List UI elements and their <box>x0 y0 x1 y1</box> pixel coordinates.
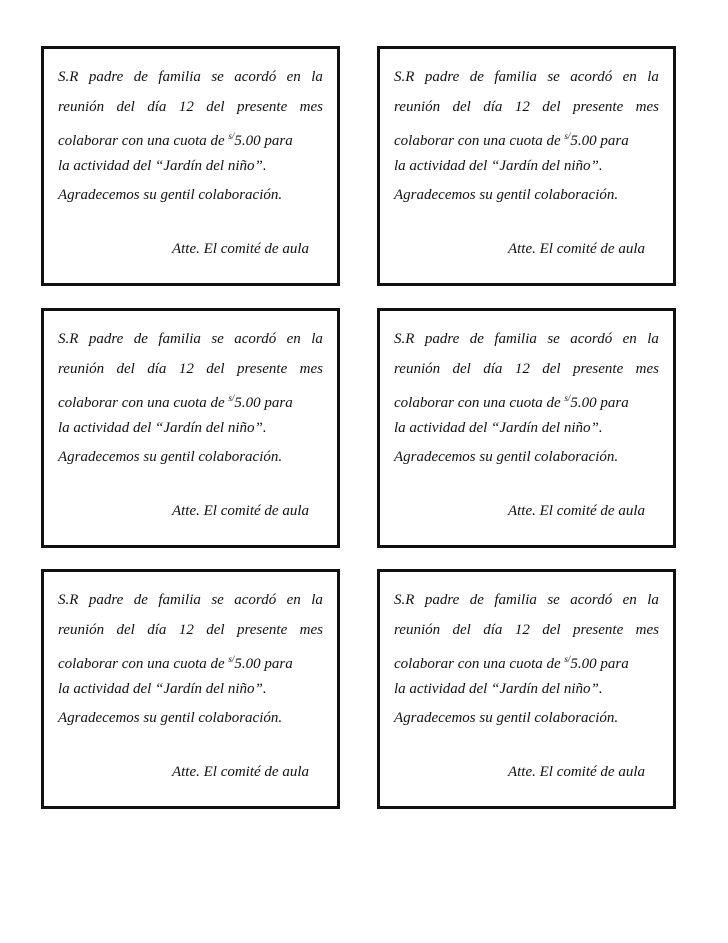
word: presente <box>572 621 624 638</box>
word: acordó <box>234 69 277 85</box>
line-3 <box>58 645 323 675</box>
word: padre <box>88 592 124 608</box>
line-3-before: colaborar con una cuota de <box>394 133 561 150</box>
word: S.R <box>394 331 415 347</box>
line-3-before: colaborar con una cuota de <box>58 656 225 673</box>
word: S.R <box>394 69 415 85</box>
word: se <box>211 69 224 85</box>
word: S.R <box>58 331 79 347</box>
line-4: la actividad del “Jardín del niño”. <box>394 157 603 174</box>
word: de <box>133 331 148 347</box>
word: familia <box>158 69 201 85</box>
line-2 <box>394 616 659 646</box>
note-card-2 <box>377 46 676 286</box>
word: la <box>311 592 323 608</box>
word: día <box>147 98 167 115</box>
word: se <box>211 331 224 347</box>
line-2 <box>58 616 323 646</box>
note-card-3 <box>41 308 340 548</box>
line-3 <box>58 122 323 152</box>
signature: Atte. El comité de aula <box>171 764 309 780</box>
note-body <box>58 325 323 473</box>
word: 12 <box>178 98 194 115</box>
line-5: Agradecemos su gentil colaboración. <box>394 449 619 466</box>
word: 12 <box>178 360 194 377</box>
note-body <box>58 586 323 734</box>
word: día <box>483 360 503 377</box>
line-2 <box>58 93 323 123</box>
amount: 5.00 para <box>570 133 629 150</box>
line-1 <box>58 325 323 355</box>
line-4: la actividad del “Jardín del niño”. <box>58 419 267 436</box>
word: familia <box>494 331 537 347</box>
amount: 5.00 para <box>234 133 293 150</box>
currency-symbol: s/ <box>228 654 235 665</box>
note-body <box>394 586 659 734</box>
signature: Atte. El comité de aula <box>507 241 645 257</box>
amount: 5.00 para <box>234 656 293 673</box>
line-1 <box>394 325 659 355</box>
word: reunión <box>394 360 441 377</box>
note-body <box>394 325 659 473</box>
word: padre <box>88 331 124 347</box>
line-4: la actividad del “Jardín del niño”. <box>58 680 267 697</box>
word: día <box>147 360 167 377</box>
word: familia <box>158 331 201 347</box>
word: padre <box>424 69 460 85</box>
word: en <box>622 69 637 85</box>
word: padre <box>88 69 124 85</box>
line-3 <box>58 384 323 414</box>
word: presente <box>236 621 288 638</box>
word: 12 <box>178 621 194 638</box>
word: reunión <box>58 360 105 377</box>
word: en <box>286 331 301 347</box>
word: día <box>147 621 167 638</box>
line-2 <box>58 355 323 385</box>
line-5: Agradecemos su gentil colaboración. <box>58 187 283 204</box>
word: del <box>116 360 135 377</box>
word: de <box>469 69 484 85</box>
note-card-4 <box>377 308 676 548</box>
word: S.R <box>58 69 79 85</box>
currency-symbol: s/ <box>228 393 235 404</box>
note-card-5 <box>41 569 340 809</box>
line-5: Agradecemos su gentil colaboración. <box>58 710 283 727</box>
line-1 <box>394 586 659 616</box>
word: mes <box>299 621 323 638</box>
word: del <box>452 360 471 377</box>
word: familia <box>158 592 201 608</box>
word: acordó <box>570 69 613 85</box>
word: familia <box>494 592 537 608</box>
word: del <box>542 98 561 115</box>
note-card-6 <box>377 569 676 809</box>
word: reunión <box>394 621 441 638</box>
word: mes <box>299 98 323 115</box>
word: familia <box>494 69 537 85</box>
word: la <box>311 69 323 85</box>
word: día <box>483 621 503 638</box>
word: del <box>116 98 135 115</box>
note-body <box>394 63 659 211</box>
word: acordó <box>234 331 277 347</box>
line-5: Agradecemos su gentil colaboración. <box>58 449 283 466</box>
word: en <box>622 331 637 347</box>
word: del <box>452 98 471 115</box>
line-4: la actividad del “Jardín del niño”. <box>394 419 603 436</box>
word: mes <box>635 98 659 115</box>
currency-symbol: s/ <box>564 393 571 404</box>
word: de <box>469 592 484 608</box>
amount: 5.00 para <box>570 656 629 673</box>
word: del <box>116 621 135 638</box>
word: de <box>133 592 148 608</box>
word: 12 <box>514 621 530 638</box>
signature: Atte. El comité de aula <box>507 764 645 780</box>
note-body <box>58 63 323 211</box>
word: reunión <box>58 621 105 638</box>
line-1 <box>394 63 659 93</box>
word: la <box>311 331 323 347</box>
word: se <box>547 331 560 347</box>
word: se <box>211 592 224 608</box>
line-3 <box>394 645 659 675</box>
word: mes <box>635 360 659 377</box>
signature: Atte. El comité de aula <box>507 503 645 519</box>
line-4: la actividad del “Jardín del niño”. <box>394 680 603 697</box>
word: día <box>483 98 503 115</box>
word: mes <box>635 621 659 638</box>
word: 12 <box>514 360 530 377</box>
word: 12 <box>514 98 530 115</box>
word: del <box>206 360 225 377</box>
currency-symbol: s/ <box>564 654 571 665</box>
word: del <box>542 621 561 638</box>
word: reunión <box>394 98 441 115</box>
word: presente <box>236 360 288 377</box>
currency-symbol: s/ <box>228 131 235 142</box>
word: acordó <box>570 592 613 608</box>
amount: 5.00 para <box>234 395 293 412</box>
word: en <box>286 592 301 608</box>
word: se <box>547 69 560 85</box>
word: S.R <box>58 592 79 608</box>
amount: 5.00 para <box>570 395 629 412</box>
word: en <box>622 592 637 608</box>
word: de <box>133 69 148 85</box>
word: en <box>286 69 301 85</box>
line-3-before: colaborar con una cuota de <box>394 395 561 412</box>
signature: Atte. El comité de aula <box>171 503 309 519</box>
signature: Atte. El comité de aula <box>171 241 309 257</box>
word: del <box>206 98 225 115</box>
line-4: la actividad del “Jardín del niño”. <box>58 157 267 174</box>
line-5: Agradecemos su gentil colaboración. <box>394 710 619 727</box>
line-1 <box>58 586 323 616</box>
line-2 <box>394 355 659 385</box>
line-3-before: colaborar con una cuota de <box>58 133 225 150</box>
line-3 <box>394 122 659 152</box>
line-3-before: colaborar con una cuota de <box>394 656 561 673</box>
word: acordó <box>570 331 613 347</box>
line-3-before: colaborar con una cuota de <box>58 395 225 412</box>
word: presente <box>236 98 288 115</box>
line-5: Agradecemos su gentil colaboración. <box>394 187 619 204</box>
note-card-1 <box>41 46 340 286</box>
currency-symbol: s/ <box>564 131 571 142</box>
line-1 <box>58 63 323 93</box>
word: la <box>647 69 659 85</box>
word: presente <box>572 360 624 377</box>
word: de <box>469 331 484 347</box>
word: la <box>647 592 659 608</box>
word: acordó <box>234 592 277 608</box>
word: del <box>542 360 561 377</box>
line-2 <box>394 93 659 123</box>
word: padre <box>424 331 460 347</box>
word: del <box>452 621 471 638</box>
word: mes <box>299 360 323 377</box>
word: se <box>547 592 560 608</box>
word: S.R <box>394 592 415 608</box>
word: del <box>206 621 225 638</box>
word: presente <box>572 98 624 115</box>
line-3 <box>394 384 659 414</box>
word: padre <box>424 592 460 608</box>
word: la <box>647 331 659 347</box>
word: reunión <box>58 98 105 115</box>
